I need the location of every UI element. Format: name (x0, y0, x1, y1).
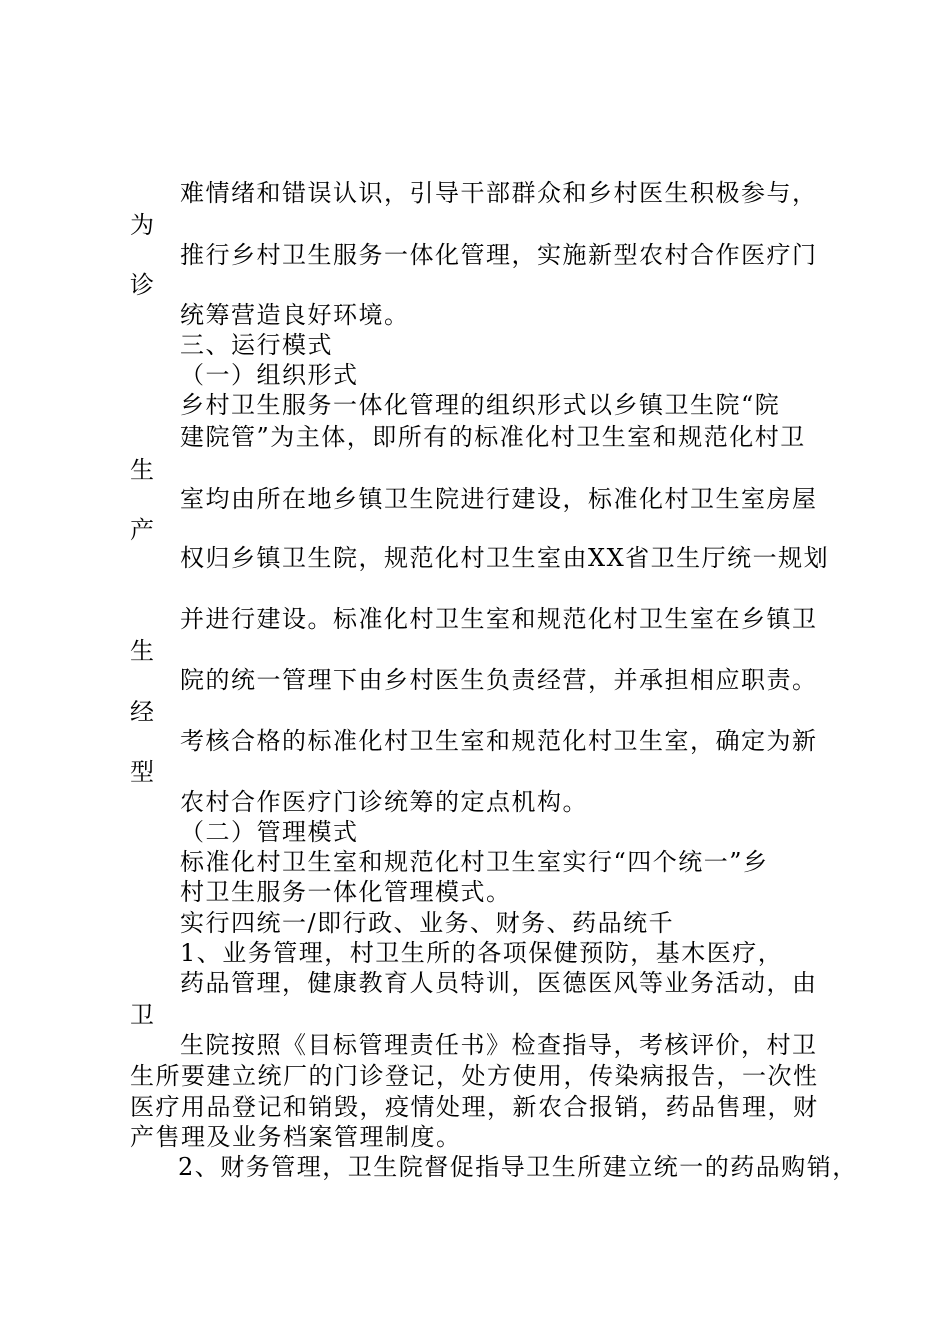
text-line: 农村合作医疗门诊统筹的定点机构。 (180, 788, 588, 816)
text-line: 难情绪和错误认识，引导干部群众和乡村医生积极参与， (180, 179, 818, 207)
text-line: 卫 (130, 1001, 156, 1029)
text-line: 推行乡村卫生服务一体化管理，实施新型农村合作医疗门 (180, 241, 818, 269)
text-line: 型 (130, 758, 156, 786)
subsection-heading: （一）组织形式 (180, 361, 359, 389)
section-heading: 三、运行模式 (180, 331, 333, 359)
text-line: 生院按照《目标管理责任书》检查指导，考核评价，村卫 (180, 1031, 818, 1059)
text-line: 产售理及业务档案管理制度。 (130, 1123, 462, 1151)
text-line: 并进行建设。标准化村卫生室和规范化村卫生室在乡镇卫 (180, 605, 818, 633)
text-line: 生 (130, 456, 156, 484)
text-line: 产 (130, 516, 156, 544)
text-line: 室均由所在地乡镇卫生院进行建设，标准化村卫生室房屋 (180, 485, 818, 513)
text-line: 生所要建立统厂的门诊登记，处方使用，传染病报告，一次性 (130, 1062, 819, 1090)
text-line: 生 (130, 637, 156, 665)
text-line: 经 (130, 698, 156, 726)
text-line: 统筹营造良好环境。 (180, 301, 410, 329)
text-line: 2、财务管理，卫生院督促指导卫生所建立统一的药品购销， (178, 1153, 858, 1181)
text-line: 权归乡镇卫生院，规范化村卫生室由XX省卫生厅统一规划 (180, 544, 830, 572)
subsection-heading: （二）管理模式 (180, 818, 359, 846)
text-line: 标准化村卫生室和规范化村卫生室实行“四个统一”乡 (180, 848, 769, 876)
text-line: 诊 (130, 271, 156, 299)
text-line: 乡村卫生服务一体化管理的组织形式以乡镇卫生院“院 (180, 391, 781, 419)
text-line: 为 (130, 211, 156, 239)
text-line: 建院管”为主体，即所有的标准化村卫生室和规范化村卫 (180, 423, 806, 451)
text-line: 1、业务管理，村卫生所的各项保健预防，基木医疗， (180, 939, 784, 967)
text-line: 医疗用品登记和销毁，疫情处理，新农合报销，药品售理，财 (130, 1093, 819, 1121)
text-line: 考核合格的标准化村卫生室和规范化村卫生室，确定为新 (180, 727, 818, 755)
text-line: 药品管理，健康教育人员特训，医德医风等业务活动，由 (180, 969, 818, 997)
text-line: 实行四统一/即行政、业务、财务、药品统千 (180, 909, 675, 937)
text-line: 村卫生服务一体化管理模式。 (180, 878, 512, 906)
text-line: 院的统一管理下由乡村医生负责经营，并承担相应职责。 (180, 666, 818, 694)
